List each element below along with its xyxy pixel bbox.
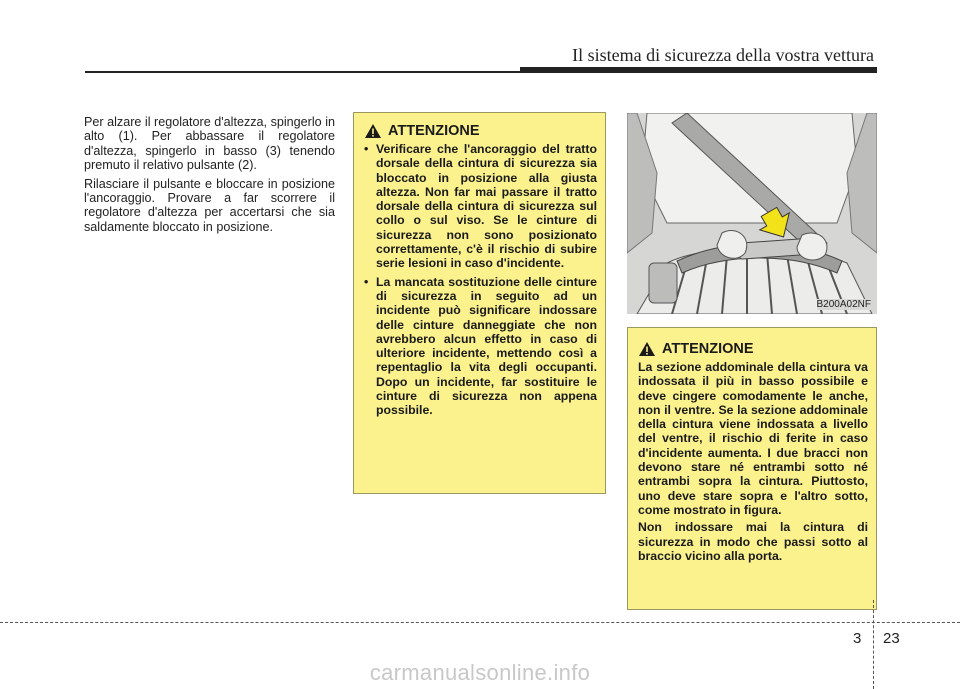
warning-title: ATTENZIONE xyxy=(388,123,480,139)
warning-triangle-icon xyxy=(638,341,656,357)
watermark: carmanualsonline.info xyxy=(369,660,591,685)
warning-title-row xyxy=(364,123,597,139)
warning-title-row xyxy=(638,341,868,357)
body-text xyxy=(84,115,335,238)
warning-item: • Verificare che l'ancoraggio del tratto dorsale della cintura di sicurezza sia bloccato in posizione alla giusta altezza. Non far mai passare il tratto dorsale della cintura di sicurezza sul collo o sul viso. Se le cinture di sicurezza non sono posizionato correttamente, c'è il rischio di subire serie lesioni in caso d'incidente. xyxy=(364,142,597,271)
page-chapter: 3 xyxy=(853,630,862,647)
seatbelt-illustration xyxy=(627,113,877,314)
warning-box-2 xyxy=(627,327,877,610)
warning-triangle-icon xyxy=(364,123,382,139)
seatbelt-figure xyxy=(627,113,877,314)
figure-code: B200A02NF xyxy=(816,299,871,310)
warning-item: • La mancata sostituzione delle cinture di sicurezza in seguito ad un incidente può significare indossare delle cinture danneggiate che non avrebbero alcun effetto in caso di ulteriore incidente, mettendo così a repentaglio la vita degli occupanti. Dopo un incidente, far sostituire le cinture di sicurezza non appena possibile. xyxy=(364,275,597,418)
warning-list xyxy=(364,142,597,418)
body-paragraph-2: Rilasciare il pulsante e bloccare in posizione l'ancoraggio. Provare a far scorrere il regolatore d'altezza per accertarsi che sia saldamente bloccato in posizione. xyxy=(84,176,335,234)
body-paragraph-1: Per alzare il regolatore d'altezza, spingerlo in alto (1). Per abbassare il regolatore d'altezza, spingerlo in basso (3) tenendo premuto il relativo pulsante (2). xyxy=(84,115,335,173)
header-rule-thick xyxy=(520,67,877,72)
warning-paragraph-1: La sezione addominale della cintura va indossata il più in basso possibile e deve cingere comodamente le anche, non il ventre. Se la sezione addominale della cintura viene indossata a livello del ventre, il rischio di ferite in caso d'incidente aumenta. I due bracci non devono stare né entrambi sotto né entrambi sopra la cintura. Piuttosto, uno deve stare sopra e l'altro sotto, come mostrato in figura. xyxy=(638,360,868,517)
page-header-title: Il sistema di sicurezza della vostra vettura xyxy=(572,45,874,65)
page-number: 23 xyxy=(883,630,900,647)
warning-title: ATTENZIONE xyxy=(662,341,754,357)
footer-dashed-rule xyxy=(0,622,960,623)
warning-paragraph-2: Non indossare mai la cintura di sicurezza in modo che passi sotto al braccio vicino alla porta. xyxy=(638,520,868,563)
warning-box-1 xyxy=(353,112,606,494)
